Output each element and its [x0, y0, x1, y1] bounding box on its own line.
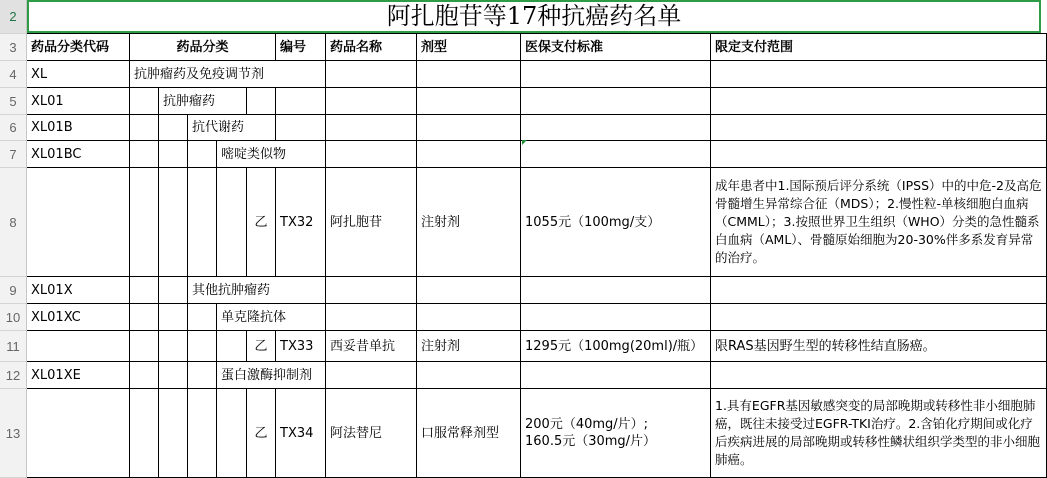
cell-empty[interactable] — [27, 389, 130, 478]
cell-empty[interactable] — [188, 141, 217, 168]
cell-empty[interactable] — [159, 362, 188, 389]
row-header-7[interactable] — [0, 141, 27, 168]
cell-empty[interactable] — [326, 362, 417, 389]
cell-empty[interactable] — [417, 277, 521, 304]
header-number[interactable]: 编号 — [276, 34, 326, 61]
cell-empty[interactable] — [417, 61, 521, 88]
cell-empty[interactable] — [711, 304, 1047, 331]
cell-empty[interactable] — [217, 331, 247, 362]
row-header-13[interactable] — [0, 389, 27, 478]
cell-empty[interactable] — [276, 88, 326, 115]
cell-empty[interactable] — [217, 168, 247, 277]
cell-empty[interactable] — [521, 277, 711, 304]
cell-empty[interactable] — [130, 141, 159, 168]
row-header-6[interactable] — [0, 115, 27, 141]
row-number: 2 — [9, 9, 17, 24]
row-number: 4 — [9, 66, 17, 82]
cell-code[interactable]: XL01 — [27, 88, 130, 115]
cell-empty[interactable] — [247, 88, 276, 115]
row-number: 11 — [6, 338, 20, 354]
cell-empty[interactable] — [159, 141, 188, 168]
row-header-10[interactable] — [0, 304, 27, 331]
cell-grade[interactable]: 乙 — [247, 331, 276, 362]
cell-dosage-form[interactable]: 注射剂 — [417, 168, 521, 277]
cell-empty[interactable] — [711, 88, 1047, 115]
cell-empty[interactable] — [188, 168, 217, 277]
cell-number[interactable]: TX34 — [276, 389, 326, 478]
sheet-title[interactable]: 阿扎胞苷等17种抗癌药名单 — [27, 0, 1041, 34]
cell-empty[interactable] — [521, 115, 711, 141]
cell-empty[interactable] — [326, 61, 417, 88]
cell-empty[interactable] — [130, 362, 159, 389]
row-number: 12 — [5, 367, 21, 383]
cell-category-l4[interactable]: 蛋白激酶抑制剂 — [217, 362, 326, 389]
cell-empty[interactable] — [188, 304, 217, 331]
cell-empty[interactable] — [711, 115, 1047, 141]
cell-number[interactable]: TX32 — [276, 168, 326, 277]
cell-empty[interactable] — [188, 362, 217, 389]
cell-code[interactable]: XL01XE — [27, 362, 130, 389]
cell-number[interactable]: TX33 — [276, 331, 326, 362]
cell-empty[interactable] — [159, 277, 188, 304]
row-header-4[interactable] — [0, 61, 27, 88]
cell-empty[interactable] — [130, 88, 159, 115]
header-form[interactable]: 剂型 — [417, 34, 521, 61]
cell-empty[interactable] — [159, 115, 188, 141]
row-header-8[interactable] — [0, 168, 27, 277]
cell-empty[interactable] — [130, 168, 159, 277]
cell-empty[interactable] — [130, 331, 159, 362]
cell-empty[interactable] — [27, 168, 130, 277]
cell-empty[interactable] — [417, 304, 521, 331]
header-scope[interactable]: 限定支付范围 — [711, 34, 1047, 61]
header-name[interactable]: 药品名称 — [326, 34, 417, 61]
row-number: 10 — [5, 309, 21, 325]
cell-empty[interactable] — [711, 141, 1047, 168]
cell-dosage-form[interactable]: 注射剂 — [417, 331, 521, 362]
cell-dosage-form[interactable]: 口服常释剂型 — [417, 389, 521, 478]
cell-empty[interactable] — [188, 331, 217, 362]
cell-code[interactable]: XL01X — [27, 277, 130, 304]
row-number: 8 — [9, 214, 17, 230]
cell-category-l3[interactable]: 其他抗肿瘤药 — [188, 277, 326, 304]
cell-category-l3[interactable]: 抗代谢药 — [188, 115, 276, 141]
cell-empty[interactable] — [711, 362, 1047, 389]
row-number: 5 — [9, 93, 17, 109]
header-price[interactable]: 医保支付标准 — [521, 34, 711, 61]
cell-code[interactable]: XL01BC — [27, 141, 130, 168]
cell-empty[interactable] — [417, 141, 521, 168]
row-number: 6 — [9, 120, 17, 135]
cell-empty[interactable] — [188, 389, 217, 478]
cell-empty[interactable] — [159, 168, 188, 277]
cell-grade[interactable]: 乙 — [247, 168, 276, 277]
cell-scope[interactable]: 成年患者中1.国际预后评分系统（IPSS）中的中危-2及高危骨髓增生异常综合征（MDS）；2.慢性粒-单核细胞白血病（CMML）；3.按照世界卫生组织（WHO）分类的急性髓系白血病（AML）、骨髓原始细胞为20-30%伴多系发育异常的治疗。 — [711, 168, 1047, 277]
cell-empty[interactable] — [130, 389, 159, 478]
cell-empty[interactable] — [159, 331, 188, 362]
cell-code[interactable]: XL — [27, 61, 130, 88]
cell-empty[interactable] — [711, 61, 1047, 88]
cell-drug-name[interactable]: 阿法替尼 — [326, 389, 417, 478]
row-header-5[interactable] — [0, 88, 27, 115]
cell-category-l1[interactable]: 抗肿瘤药及免疫调节剂 — [130, 61, 326, 88]
cell-price[interactable] — [521, 389, 711, 478]
comment-indicator — [522, 140, 527, 145]
price-line: 200元（40mg/片）; — [525, 417, 649, 432]
row-header-2[interactable] — [0, 0, 27, 34]
row-number: 13 — [5, 425, 21, 441]
cell-scope[interactable]: 限RAS基因野生型的转移性结直肠癌。 — [711, 331, 1047, 362]
price-line: 160.5元（30mg/片） — [525, 434, 657, 449]
cell-empty[interactable] — [521, 362, 711, 389]
row-number: 9 — [9, 282, 17, 298]
row-number: 7 — [9, 146, 17, 162]
cell-empty[interactable] — [326, 304, 417, 331]
cell-code[interactable]: XL01XC — [27, 304, 130, 331]
row-header-12[interactable] — [0, 362, 27, 389]
cell-empty[interactable] — [159, 304, 188, 331]
cell-scope[interactable]: 1.具有EGFR基因敏感突变的局部晚期或转移性非小细胞肺癌，既往未接受过EGFR-TKI治疗。2.含铂化疗期间或化疗后疾病进展的局部晚期或转移性鳞状组织学类型的非小细胞肺癌。 — [711, 389, 1047, 478]
cell-category-l4[interactable]: 单克隆抗体 — [217, 304, 326, 331]
cell-price[interactable]: 1295元（100mg(20ml)/瓶） — [521, 331, 711, 362]
cell-empty[interactable] — [130, 115, 159, 141]
cell-empty[interactable] — [521, 61, 711, 88]
cell-price[interactable]: 1055元（100mg/支） — [521, 168, 711, 277]
cell-empty[interactable] — [417, 88, 521, 115]
cell-empty[interactable] — [417, 115, 521, 141]
cell-category-l4[interactable]: 嘧啶类似物 — [217, 141, 326, 168]
cell-empty[interactable] — [27, 331, 130, 362]
row-header-3[interactable] — [0, 34, 27, 61]
header-code[interactable]: 药品分类代码 — [27, 34, 130, 61]
cell-empty[interactable] — [711, 277, 1047, 304]
cell-empty[interactable] — [326, 277, 417, 304]
cell-code[interactable]: XL01B — [27, 115, 130, 141]
cell-empty[interactable] — [521, 304, 711, 331]
cell-empty[interactable] — [417, 362, 521, 389]
header-category[interactable]: 药品分类 — [130, 34, 276, 61]
cell-empty[interactable] — [521, 88, 711, 115]
cell-empty[interactable] — [521, 141, 711, 168]
cell-empty[interactable] — [130, 277, 159, 304]
cell-empty[interactable] — [217, 389, 247, 478]
cell-drug-name[interactable]: 西妥昔单抗 — [326, 331, 417, 362]
row-header-11[interactable] — [0, 331, 27, 362]
cell-empty[interactable] — [130, 304, 159, 331]
cell-empty[interactable] — [326, 141, 417, 168]
row-header-9[interactable] — [0, 277, 27, 304]
cell-drug-name[interactable]: 阿扎胞苷 — [326, 168, 417, 277]
row-number: 3 — [9, 39, 17, 55]
cell-empty[interactable] — [326, 88, 417, 115]
cell-empty[interactable] — [159, 389, 188, 478]
cell-grade[interactable]: 乙 — [247, 389, 276, 478]
cell-empty[interactable] — [326, 115, 417, 141]
cell-empty[interactable] — [276, 115, 326, 141]
cell-category-l2[interactable]: 抗肿瘤药 — [159, 88, 247, 115]
